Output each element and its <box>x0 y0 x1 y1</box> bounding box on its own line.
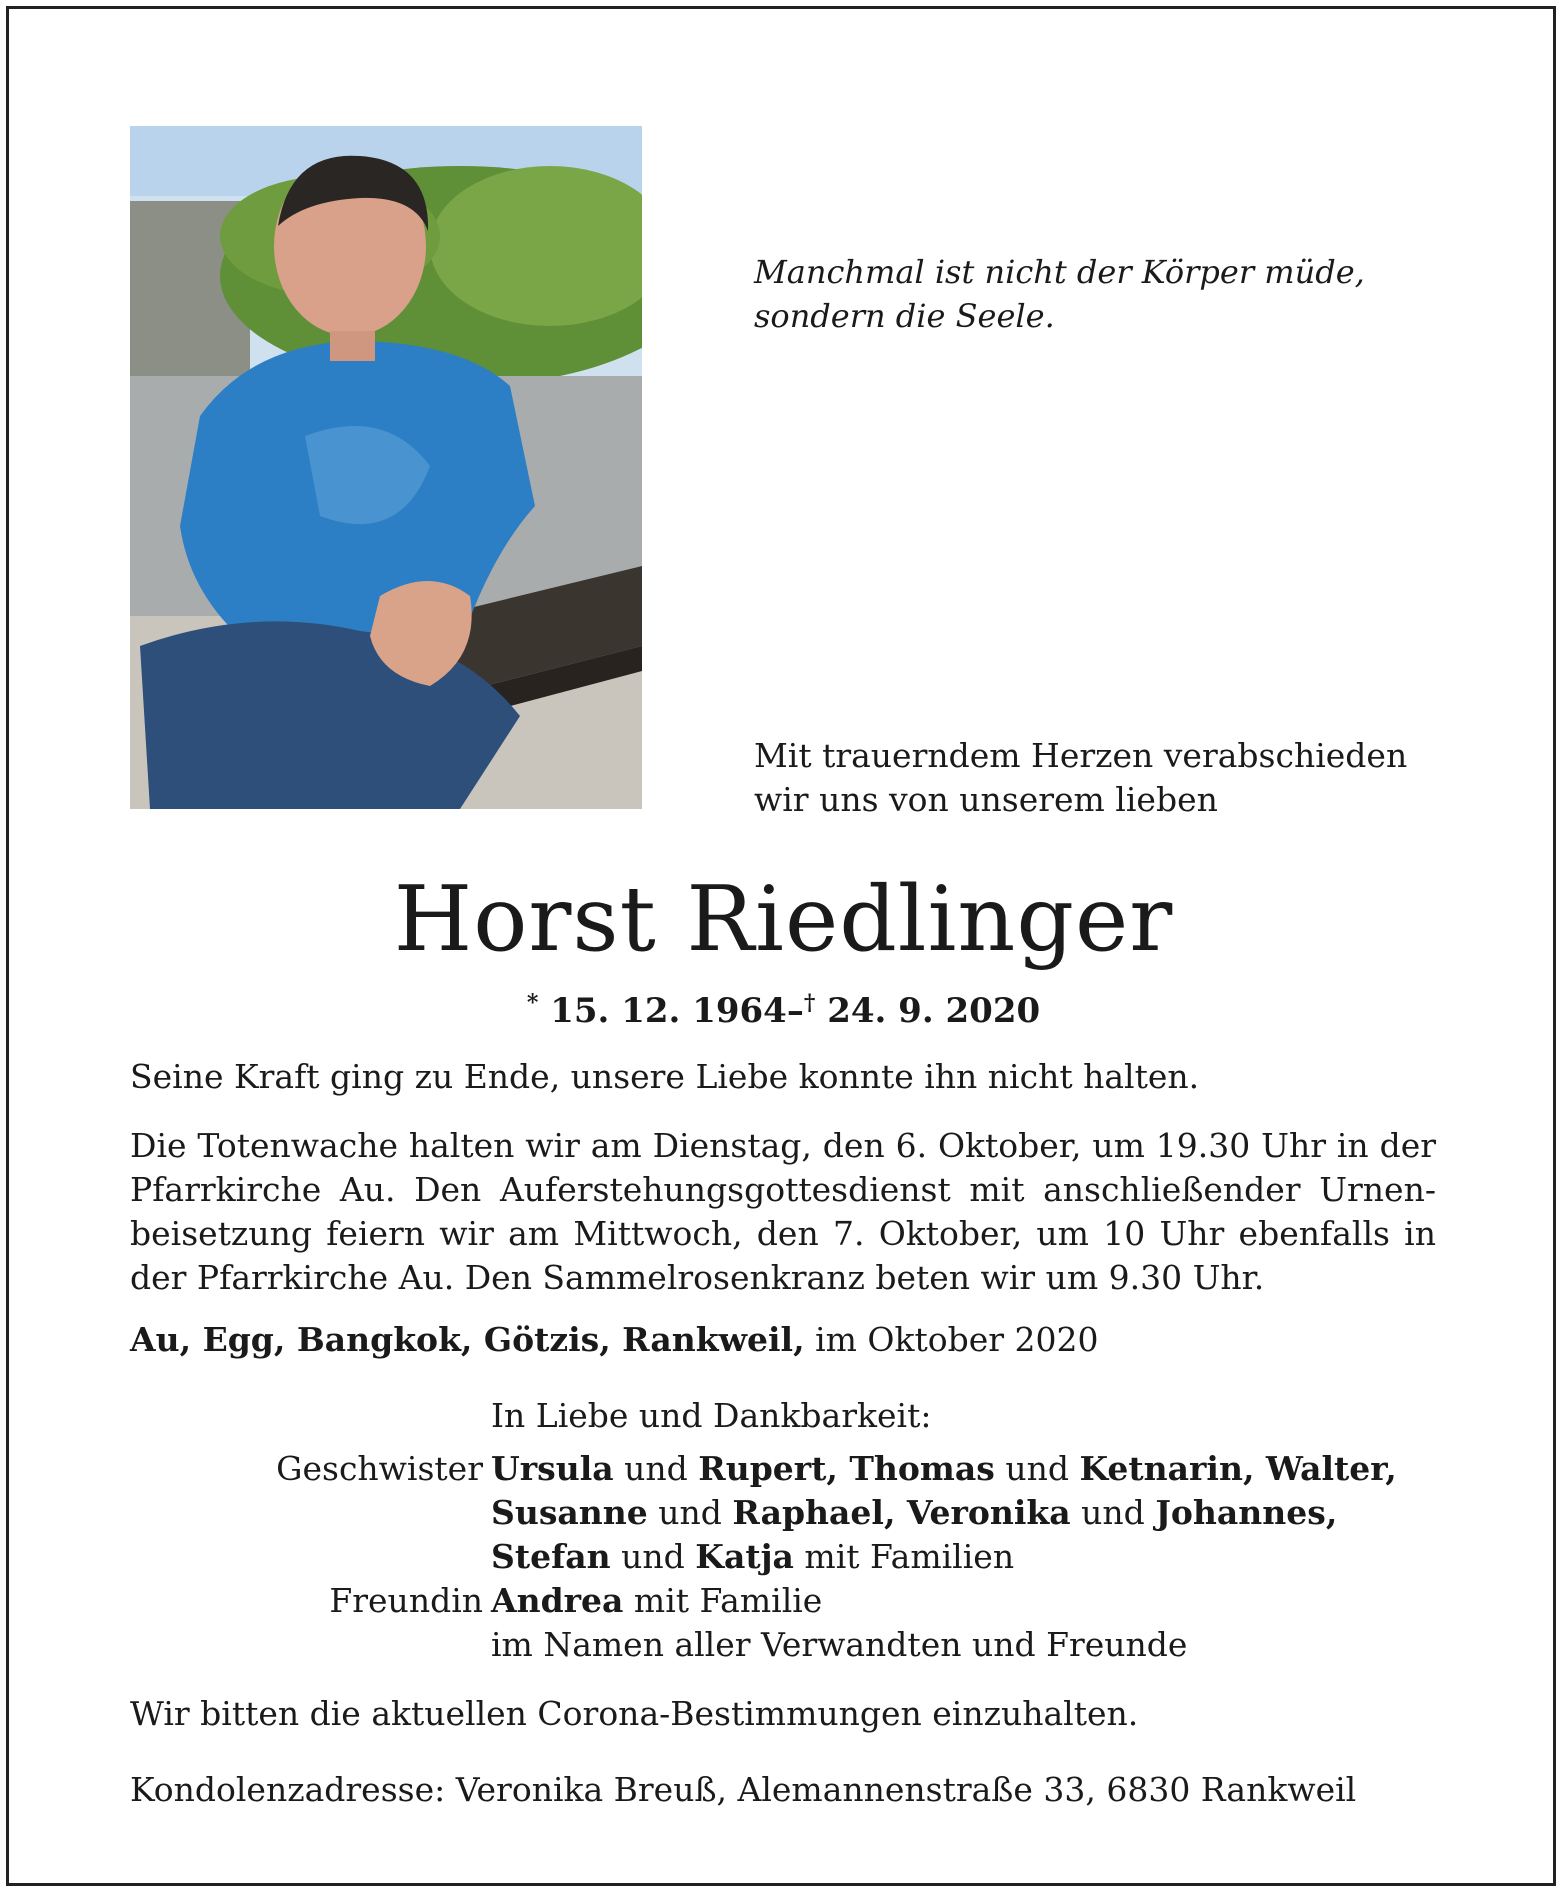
farewell-sentence: Seine Kraft ging zu Ende, unsere Liebe konnte ihn nicht halten. <box>130 1057 1200 1096</box>
mourner-name: Raphael, Veronika <box>732 1493 1071 1532</box>
mourners-row <box>0 1447 1567 1491</box>
siblings-row-3 <box>491 1535 1014 1579</box>
mourner-name: Susanne <box>491 1493 648 1532</box>
mourner-name: Ketnarin, Walter, <box>1079 1449 1397 1488</box>
intro-line: wir uns von unserem lieben <box>754 780 1218 819</box>
birth-date: 15. 12. 1964 <box>550 991 787 1031</box>
mourners-row <box>0 1535 1567 1579</box>
connector-text: und <box>613 1449 699 1488</box>
siblings-row-1 <box>491 1447 1397 1491</box>
mourner-name: Ursula <box>491 1449 614 1488</box>
place-date-line <box>130 1318 1436 1362</box>
mourner-name: Rupert, Thomas <box>698 1449 995 1488</box>
connector-text: und <box>647 1493 733 1532</box>
friend-row <box>491 1579 822 1623</box>
life-dates <box>0 980 1567 1034</box>
thanks-line: In Liebe und Dankbarkeit: <box>491 1396 932 1435</box>
death-date: 24. 9. 2020 <box>827 991 1041 1031</box>
places: Au, Egg, Bangkok, Götzis, Rankweil, <box>130 1320 805 1359</box>
relatives-row: im Namen aller Verwandten und Freunde <box>491 1625 1188 1664</box>
mourners-row <box>0 1491 1567 1535</box>
connector-text: mit Familien <box>793 1537 1015 1576</box>
date-separator: – <box>786 991 804 1031</box>
connector-text: mit Familie <box>623 1581 823 1620</box>
intro-text <box>754 734 1407 822</box>
month-year: im Oktober 2020 <box>804 1320 1099 1359</box>
deceased-name: Horst Riedlinger <box>393 867 1174 972</box>
ceremony-details: Die Totenwache halten wir am Dienstag, den 6. Oktober, um 19.30 Uhr in der Pfarrkirche Au. Den Auferstehungsgottesdienst mit anschließender Urnen-beisetzung feiern wir am Mittwoch, den 7. Oktober, um 10 Uhr ebenfalls in der Pfarrkirche Au. Den Sammelrosenkranz beten wir um 9.30 Uhr. <box>130 1126 1436 1297</box>
quote-line: sondern die Seele. <box>754 297 1055 335</box>
birth-symbol: * <box>526 990 539 1016</box>
mourners-row <box>0 1623 1567 1667</box>
connector-text: und <box>610 1537 696 1576</box>
mourners-list <box>0 1447 1567 1667</box>
condolence-address: Kondolenzadresse: Veronika Breuß, Alemannenstraße 33, 6830 Rankweil <box>130 1770 1357 1809</box>
mourner-name: Johannes, <box>1155 1493 1338 1532</box>
mourner-name: Stefan <box>491 1537 611 1576</box>
quote-line: Manchmal ist nicht der Körper müde, <box>754 253 1365 291</box>
intro-line: Mit trauerndem Herzen verabschieden <box>754 736 1408 775</box>
mourner-name: Katja <box>695 1537 794 1576</box>
connector-text: und <box>1070 1493 1156 1532</box>
portrait-photo <box>130 126 642 809</box>
quote-block <box>754 250 1365 338</box>
friend-label: Freundin <box>329 1581 483 1620</box>
siblings-row-2 <box>491 1491 1337 1535</box>
mourners-row <box>0 1579 1567 1623</box>
corona-note: Wir bitten die aktuellen Corona-Bestimmungen einzuhalten. <box>130 1694 1139 1733</box>
siblings-label: Geschwister <box>276 1449 483 1488</box>
connector-text: und <box>994 1449 1080 1488</box>
death-symbol: † <box>803 990 816 1016</box>
mourner-name: Andrea <box>491 1581 624 1620</box>
